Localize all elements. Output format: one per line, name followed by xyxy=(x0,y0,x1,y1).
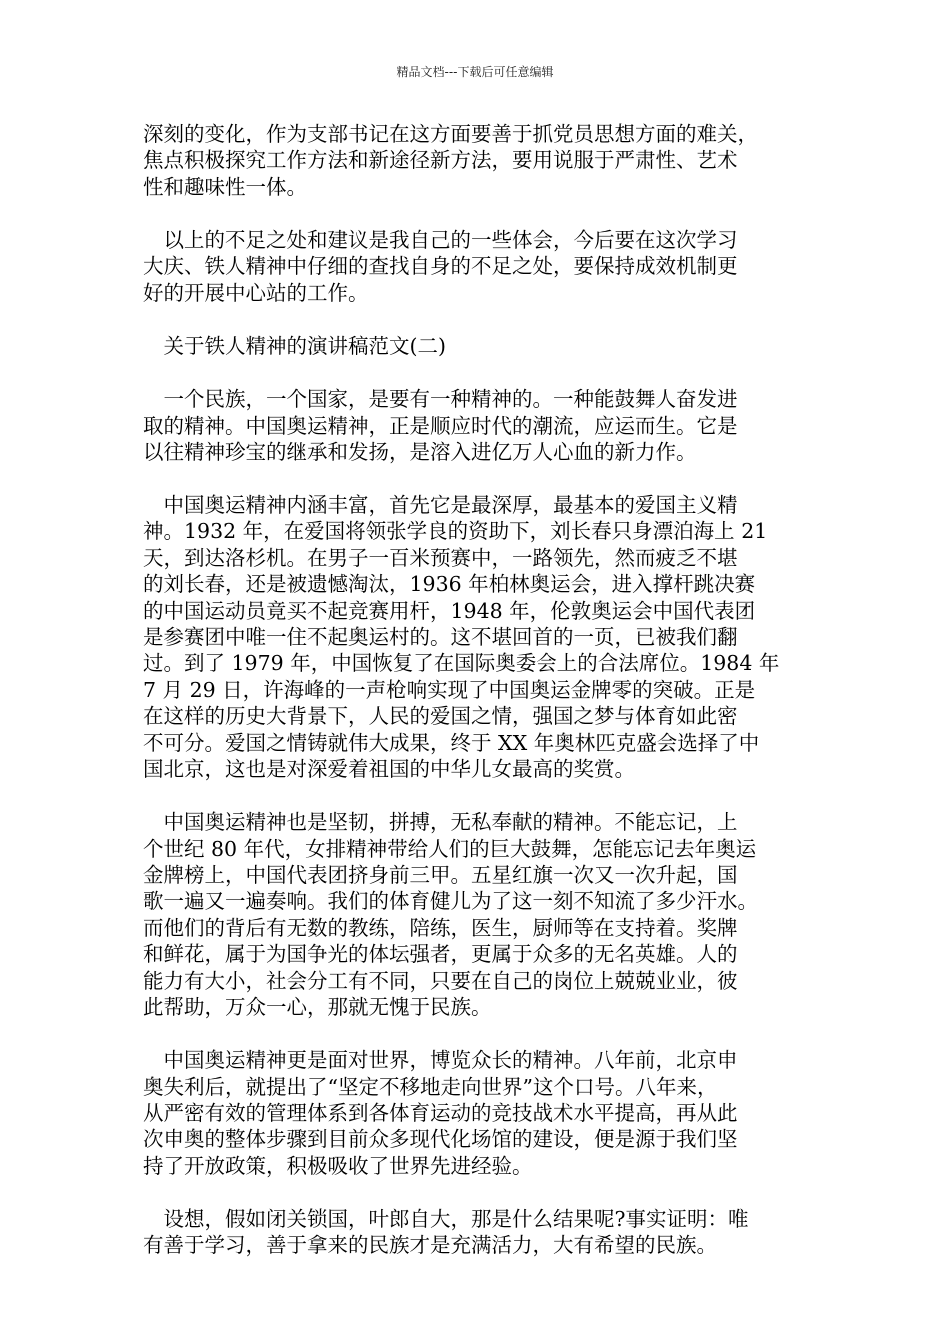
text-line: 和鲜花，属于为国争光的体坛强者，更属于众多的无名英雄。人的 xyxy=(143,942,738,967)
paragraph-gap xyxy=(143,465,814,492)
text-line: 奥失利后，就提出了“坚定不移地走向世界”这个口号。八年来， xyxy=(143,1074,718,1099)
text-line: 中国奥运精神内涵丰富，首先它是最深厚，最基本的爱国主义精 xyxy=(143,493,738,518)
text-line: 个世纪 80 年代，女排精神带给人们的巨大鼓舞，怎能忘记去年奥运 xyxy=(143,836,757,861)
text-line: 大庆、铁人精神中仔细的查找自身的不足之处，要保持成效机制更 xyxy=(143,254,738,279)
paragraph-gap xyxy=(143,359,814,386)
text-line: 歌一遍又一遍奏响。我们的体育健儿为了这一刻不知流了多少汗水。 xyxy=(143,889,758,914)
text-line: 的刘长春，还是被遗憾淘汰，1936 年柏林奥运会，进入撑杆跳决赛 xyxy=(143,572,756,597)
text-line: 好的开展中心站的工作。 xyxy=(143,280,369,305)
text-line: 深刻的变化，作为支部书记在这方面要善于抓党员思想方面的难关， xyxy=(143,122,758,146)
text-line: 是参赛团中唯一住不起奥运村的。这不堪回首的一页，已被我们翻 xyxy=(143,625,738,650)
text-line: 取的精神。中国奥运精神，正是顺应时代的潮流，应运而生。它是 xyxy=(143,413,738,438)
text-line: 持了开放政策，积极吸收了世界先进经验。 xyxy=(143,1153,533,1178)
text-line: 金牌榜上，中国代表团挤身前三甲。五星红旗一次又一次升起，国 xyxy=(143,862,738,887)
text-line: 在这样的历史大背景下，人民的爱国之情，强国之梦与体育如此密 xyxy=(143,704,738,729)
paragraph-gap xyxy=(143,1020,814,1047)
text-line: 关于铁人精神的演讲稿范文(二) xyxy=(143,333,446,358)
text-line: 焦点积极探究工作方法和新途径新方法，要用说服于严肃性、艺术 xyxy=(143,148,738,173)
text-line: 中国奥运精神更是面对世界，博览众长的精神。八年前，北京申 xyxy=(143,1048,738,1073)
text-line: 从严密有效的管理体系到各体育运动的竞技战术水平提高，再从此 xyxy=(143,1100,738,1125)
text-line: 以往精神珍宝的继承和发扬，是溶入进亿万人心血的新力作。 xyxy=(143,439,697,464)
text-line: 以上的不足之处和建议是我自己的一些体会，今后要在这次学习 xyxy=(143,227,738,252)
text-line: 而他们的背后有无数的教练，陪练，医生，厨师等在支持着。奖牌 xyxy=(143,915,738,940)
text-line: 次申奥的整体步骤到目前众多现代化场馆的建设，便是源于我们坚 xyxy=(143,1127,738,1152)
text-line: 神。1932 年，在爱国将领张学良的资助下，刘长春只身漂泊海上 21 xyxy=(143,519,768,544)
text-line: 不可分。爱国之情铸就伟大成果，终于 XX 年奥林匹克盛会选择了中 xyxy=(143,730,760,755)
text-line: 的中国运动员竟买不起竞赛用杆，1948 年，伦敦奥运会中国代表团 xyxy=(143,598,756,623)
text-line: 此帮助，万众一心，那就无愧于民族。 xyxy=(143,994,492,1019)
paragraph-gap xyxy=(143,782,814,809)
paragraph-gap xyxy=(143,1179,814,1206)
text-line: 一个民族，一个国家，是要有一种精神的。一种能鼓舞人奋发进 xyxy=(143,387,738,412)
text-line: 天，到达洛杉机。在男子一百米预赛中，一路领先，然而疲乏不堪 xyxy=(143,545,738,570)
text-line: 国北京，这也是对深爱着祖国的中华儿女最高的奖赏。 xyxy=(143,757,635,781)
text-line: 7 月 29 日，许海峰的一声枪响实现了中国奥运金牌零的突破。正是 xyxy=(143,677,756,702)
text-line: 性和趣味性一体。 xyxy=(143,174,307,199)
page-header: 精品文档---下载后可任意编辑 xyxy=(396,65,554,79)
text-line: 过。到了 1979 年，中国恢复了在国际奥委会上的合法席位。1984 年 xyxy=(143,651,780,676)
text-line: 有善于学习，善于拿来的民族才是充满活力，大有希望的民族。 xyxy=(143,1233,717,1258)
paragraph-gap xyxy=(143,306,814,333)
document-body xyxy=(143,121,814,1259)
text-line: 设想，假如闭关锁国，叶郎自大，那是什么结果呢?事实证明：唯 xyxy=(143,1206,749,1231)
text-line: 中国奥运精神也是坚韧，拼搏，无私奉献的精神。不能忘记，上 xyxy=(143,810,738,835)
paragraph-gap xyxy=(143,200,814,227)
text-line: 能力有大小，社会分工有不同，只要在自己的岗位上兢兢业业，彼 xyxy=(143,968,738,993)
